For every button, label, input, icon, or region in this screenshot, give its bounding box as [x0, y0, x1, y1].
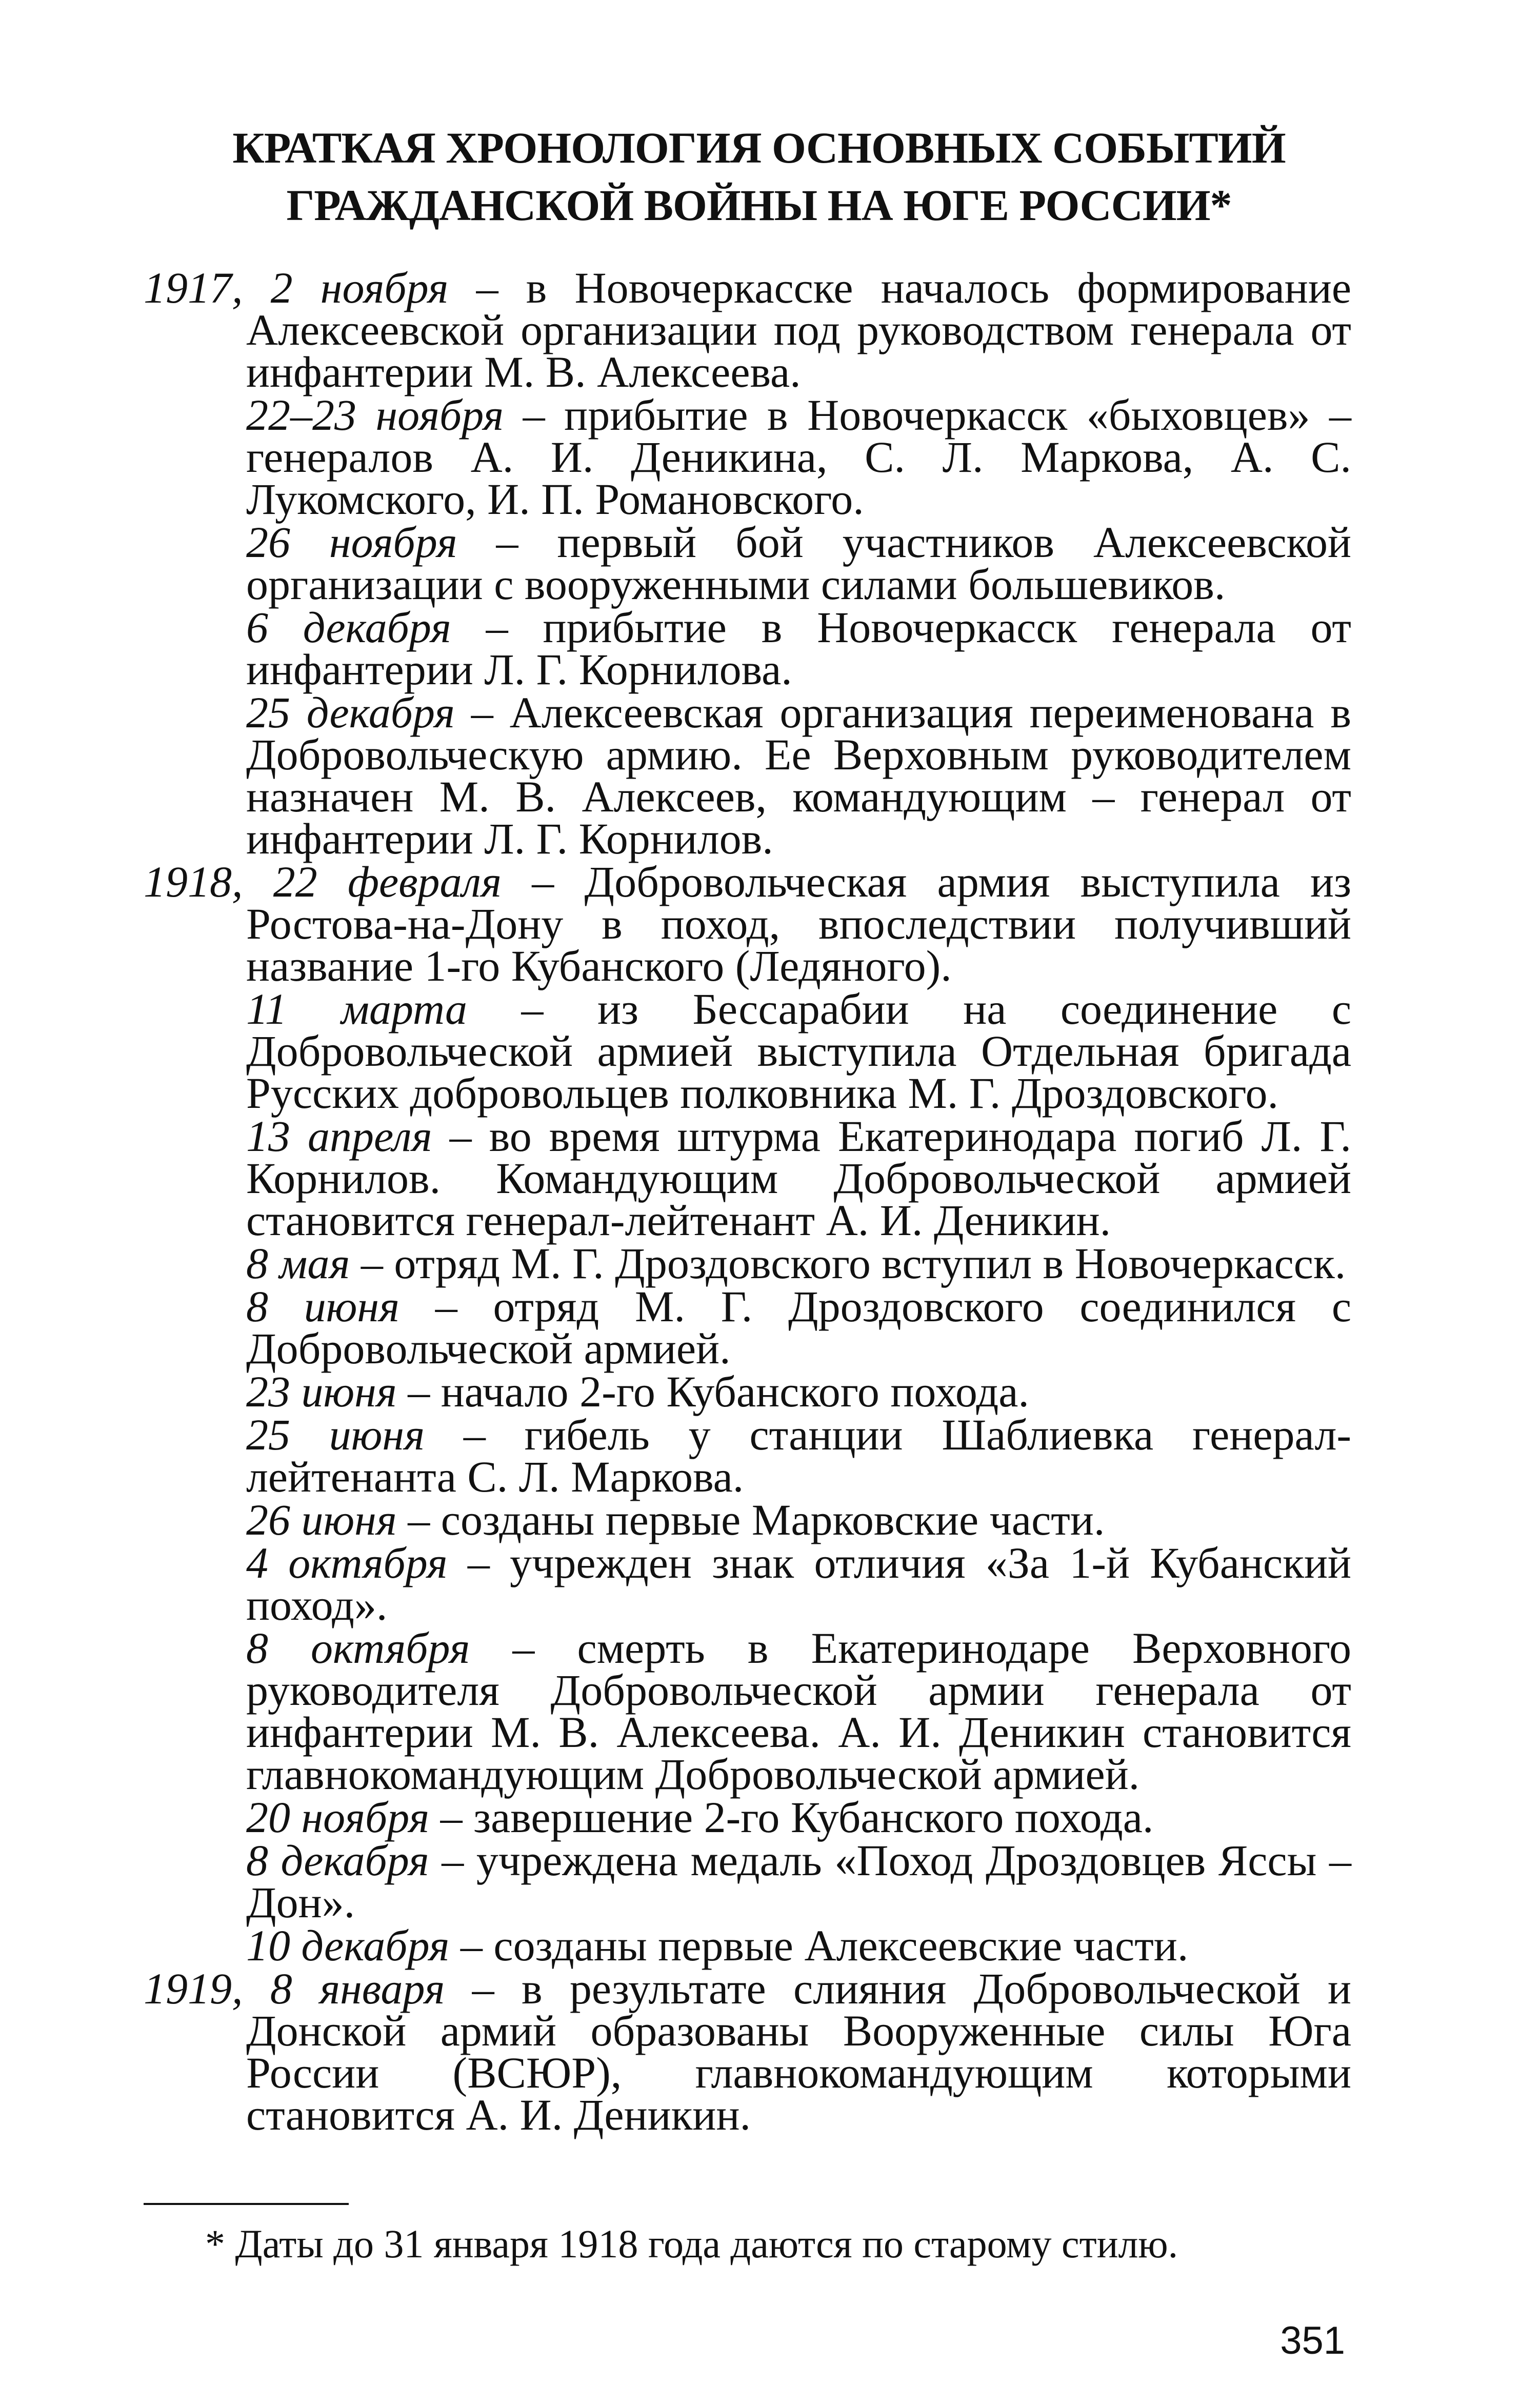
entry-text: – прибытие в Новочеркасск «быховцев» – генералов А. И. Деникина, С. Л. Маркова, А. С. Лукомского, И. П. Романовского.: [246, 390, 1351, 524]
title-line-1: КРАТКАЯ ХРОНОЛОГИЯ ОСНОВНЫХ СОБЫТИЙ: [232, 123, 1286, 172]
chronology-entry: [144, 603, 1351, 694]
entry-year: 1918,: [144, 857, 243, 906]
chronology-entry: [144, 390, 1351, 524]
chronology-entry: [144, 688, 1351, 863]
entry-date: 26 июня: [246, 1495, 397, 1544]
entry-date: 8 января: [270, 1964, 445, 2013]
chronology-entry: [144, 1964, 1351, 2139]
entry-date: 13 апреля: [246, 1111, 432, 1161]
entry-date: 10 декабря: [246, 1921, 450, 1970]
chronology-entry: [144, 1623, 1352, 1799]
entry-text: – отряд М. Г. Дроздовского вступил в Новочеркасск.: [350, 1239, 1346, 1288]
entry-text: – начало 2-го Кубанского похода.: [396, 1367, 1029, 1416]
entry-date: 8 мая: [246, 1239, 350, 1288]
entry-date: 26 ноября: [246, 518, 457, 567]
entry-date: 25 июня: [246, 1410, 425, 1459]
chronology-list: [144, 263, 1352, 2139]
entry-date: 25 декабря: [246, 688, 455, 737]
entry-year: 1919,: [144, 1964, 243, 2013]
chronology-entry: [144, 518, 1351, 609]
entry-date: 8 июня: [246, 1282, 400, 1331]
chronology-entry: [144, 984, 1351, 1118]
entry-text: – учреждена медаль «Поход Дроздовцев Яссы – Дон».: [246, 1836, 1352, 1927]
entry-text: – Добровольческая армия выступила из Ростова-на-Дону в поход, впоследствии получивший название 1-го Кубанского (Ледяного).: [246, 857, 1351, 990]
entry-text: – учрежден знак отличия «За 1-й Кубанский поход».: [246, 1538, 1351, 1630]
entry-text: – прибытие в Новочеркасск генерала от инфантерии Л. Г. Корнилова.: [246, 603, 1351, 694]
chronology-entry: [144, 1410, 1351, 1501]
page-number: 351: [1280, 2319, 1345, 2362]
entry-year: 1917,: [144, 263, 243, 312]
chronology-entry: [144, 857, 1351, 990]
entry-text: – смерть в Екатеринодаре Верховного руководителя Добровольческой армии генерала от инфантерии М. В. Алексеева. А. И. Деникин становится главнокомандующим Добровольческой армией.: [246, 1623, 1352, 1799]
entry-text: – из Бессарабии на соединение с Добровольческой армией выступила Отдельная бригада Русских добровольцев полковника М. Г. Дроздовского.: [246, 984, 1351, 1118]
footnote-divider: [144, 2203, 349, 2205]
chronology-entry: [144, 1111, 1351, 1245]
chronology-entry: [144, 1836, 1352, 1927]
entry-text: – отряд М. Г. Дроздовского соединился с Добровольческой армией.: [246, 1282, 1351, 1373]
entry-date: 22–23 ноября: [246, 390, 504, 440]
chronology-entry: [144, 1367, 1351, 1416]
entry-date: 2 ноября: [270, 263, 449, 312]
chronology-entry: [144, 1793, 1351, 1842]
entry-text: – созданы первые Марковские части.: [396, 1495, 1105, 1544]
entry-date: 23 июня: [246, 1367, 397, 1416]
entry-text: – первый бой участников Алексеевской организации с вооруженными силами большевиков.: [246, 518, 1351, 609]
entry-date: 22 февраля: [273, 857, 502, 906]
footnote: * Даты до 31 января 1918 года даются по старому стилю.: [205, 2221, 1178, 2266]
chronology-entry: [144, 263, 1352, 396]
title-line-2: ГРАЖДАНСКОЙ ВОЙНЫ НА ЮГЕ РОССИИ*: [286, 181, 1232, 230]
entry-text: – во время штурма Екатеринодара погиб Л. Г. Корнилов. Командующим Добровольческой армией становится генерал-лейтенант А. И. Деникин.: [246, 1111, 1351, 1245]
chronology-entry: [144, 1239, 1351, 1288]
entry-text: – Алексеевская организация переименована в Добровольческую армию. Ее Верховным руководителем назначен М. В. Алексеев, командующим – генерал от инфантерии Л. Г. Корнилов.: [246, 688, 1351, 863]
entry-date: 4 октября: [246, 1538, 448, 1587]
entry-text: – в результате слияния Добровольческой и Донской армий образованы Вооруженные силы Юга России (ВСЮР), главнокомандующим которыми становится А. И. Деникин.: [246, 1964, 1351, 2139]
entry-date: 8 октября: [246, 1623, 470, 1673]
chronology-entry: [144, 1495, 1351, 1544]
page-title: [169, 119, 1349, 234]
entry-text: – в Новочеркасске началось формирование Алексеевской организации под руководством генерала от инфантерии М. В. Алексеева.: [246, 263, 1352, 396]
chronology-entry: [144, 1921, 1351, 1970]
entry-date: 8 декабря: [246, 1836, 429, 1885]
chronology-entry: [144, 1538, 1351, 1630]
entry-text: – созданы первые Алексеевские части.: [449, 1921, 1189, 1970]
entry-date: 20 ноября: [246, 1793, 430, 1842]
entry-text: – завершение 2-го Кубанского похода.: [429, 1793, 1154, 1842]
chronology-entry: [144, 1282, 1351, 1373]
entry-date: 6 декабря: [246, 603, 451, 652]
entry-text: – гибель у станции Шаблиевка генерал-лейтенанта С. Л. Маркова.: [246, 1410, 1351, 1501]
entry-date: 11 марта: [246, 984, 468, 1034]
